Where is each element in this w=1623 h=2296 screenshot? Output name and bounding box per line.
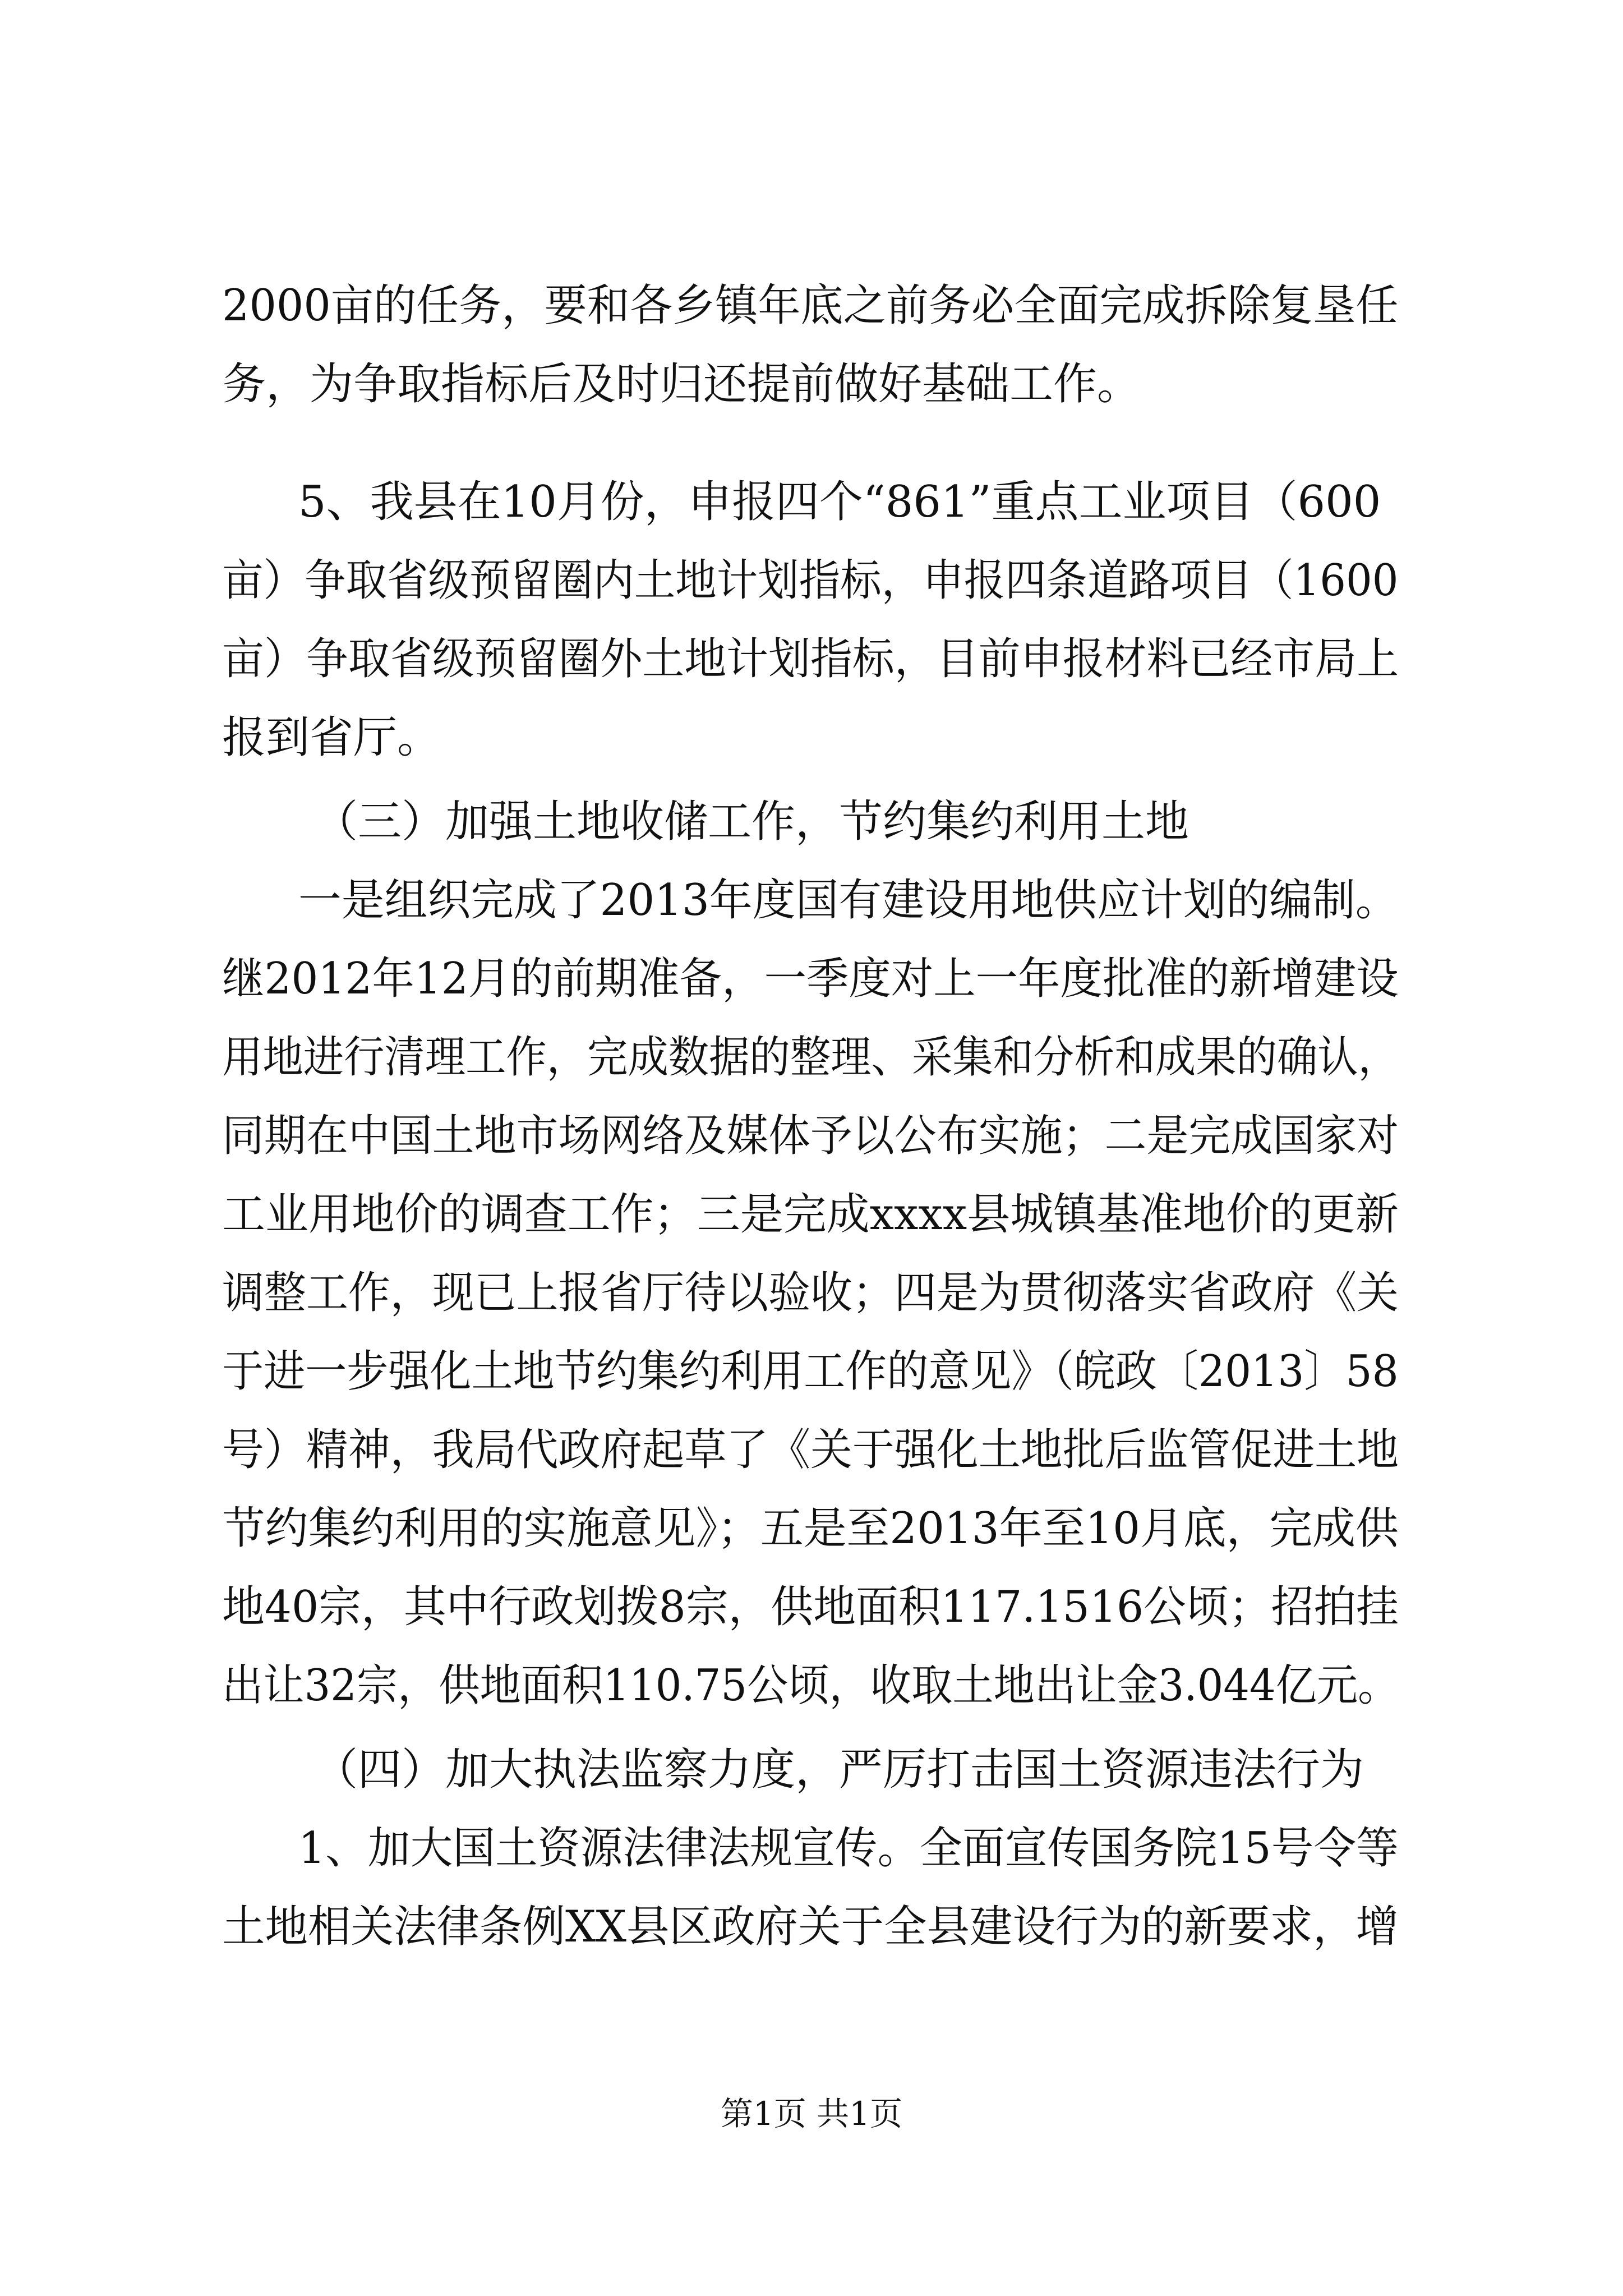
- text-line-content: 亩）争取省级预留圈内土地计划指标，申报四条道路项目（1600: [222, 555, 1399, 606]
- text-line-content: 用地进行清理工作，完成数据的整理、采集和分析和成果的确认，: [222, 1032, 1399, 1083]
- text-line-content: 土地相关法律条例XX县区政府关于全县建设行为的新要求，增: [222, 1902, 1399, 1952]
- text-line-content: 节约集约利用的实施意见》；五是至2013年至10月底，完成供: [222, 1503, 1399, 1554]
- text-line-content: 报到省厅。: [222, 712, 441, 763]
- section-heading-text: （四）加大执法监察力度，严厉打击国土资源违法行为: [314, 1745, 1364, 1795]
- text-line-content: 一是组织完成了2013年度国有建设用地供应计划的编制。: [298, 875, 1399, 926]
- text-line-content: 1、加大国土资源法律法规宣传。全面宣传国务院15号令等: [298, 1823, 1399, 1874]
- text-line-content: 于进一步强化土地节约集约利用工作的意见》（皖政〔2013〕58: [222, 1346, 1399, 1397]
- text-line-content: 调整工作，现已上报省厅待以验收；四是为贯彻落实省政府《关: [222, 1268, 1399, 1318]
- text-line: [0, 1644, 1623, 1728]
- text-line: [0, 1487, 1623, 1571]
- section-heading: [0, 1728, 1623, 1812]
- text-line: [0, 696, 1623, 780]
- text-line-content: 工业用地价的调查工作；三是完成xxxx县城镇基准地价的更新: [222, 1189, 1399, 1240]
- text-line: [0, 1094, 1623, 1178]
- text-line-content: 2000亩的任务，要和各乡镇年底之前务必全面完成拆除复垦任: [222, 280, 1399, 331]
- text-line: [0, 264, 1623, 348]
- text-line-content: 务，为争取指标后及时归还提前做好基础工作。: [222, 359, 1141, 409]
- section-heading: [0, 780, 1623, 864]
- text-line: [0, 539, 1623, 623]
- text-line: [0, 1408, 1623, 1492]
- text-line-content: 同期在中国土地市场网络及媒体予以公布实施；二是完成国家对: [222, 1111, 1399, 1161]
- text-line: [0, 1015, 1623, 1099]
- text-line-content: 出让32宗，供地面积110.75公顷，收取土地出让金3.044亿元。: [222, 1660, 1399, 1711]
- text-line: [0, 460, 1623, 544]
- text-line: [0, 1251, 1623, 1335]
- text-line-content: 地40宗，其中行政划拨8宗，供地面积117.1516公顷；招拍挂: [222, 1582, 1399, 1632]
- text-line: [0, 1172, 1623, 1257]
- text-line-content: 亩）争取省级预留圈外土地计划指标，目前申报材料已经市局上: [222, 634, 1399, 684]
- text-line: [0, 1565, 1623, 1649]
- text-line: [0, 858, 1623, 942]
- text-line-content: 5、我县在10月份，申报四个“861”重点工业项目（600: [298, 477, 1381, 527]
- text-line: [0, 1329, 1623, 1414]
- text-line: [0, 1885, 1623, 1969]
- page-footer: 第1页 共1页: [720, 2095, 903, 2133]
- text-line-content: 号）精神，我局代政府起草了《关于强化土地批后监管促进土地: [222, 1425, 1399, 1475]
- text-line: [0, 342, 1623, 426]
- section-heading-text: （三）加强土地收储工作，节约集约利用土地: [314, 797, 1189, 847]
- text-line: [0, 937, 1623, 1021]
- text-line: [0, 617, 1623, 701]
- text-line: [0, 1806, 1623, 1890]
- text-line-content: 继2012年12月的前期准备，一季度对上一年度批准的新增建设: [222, 954, 1399, 1004]
